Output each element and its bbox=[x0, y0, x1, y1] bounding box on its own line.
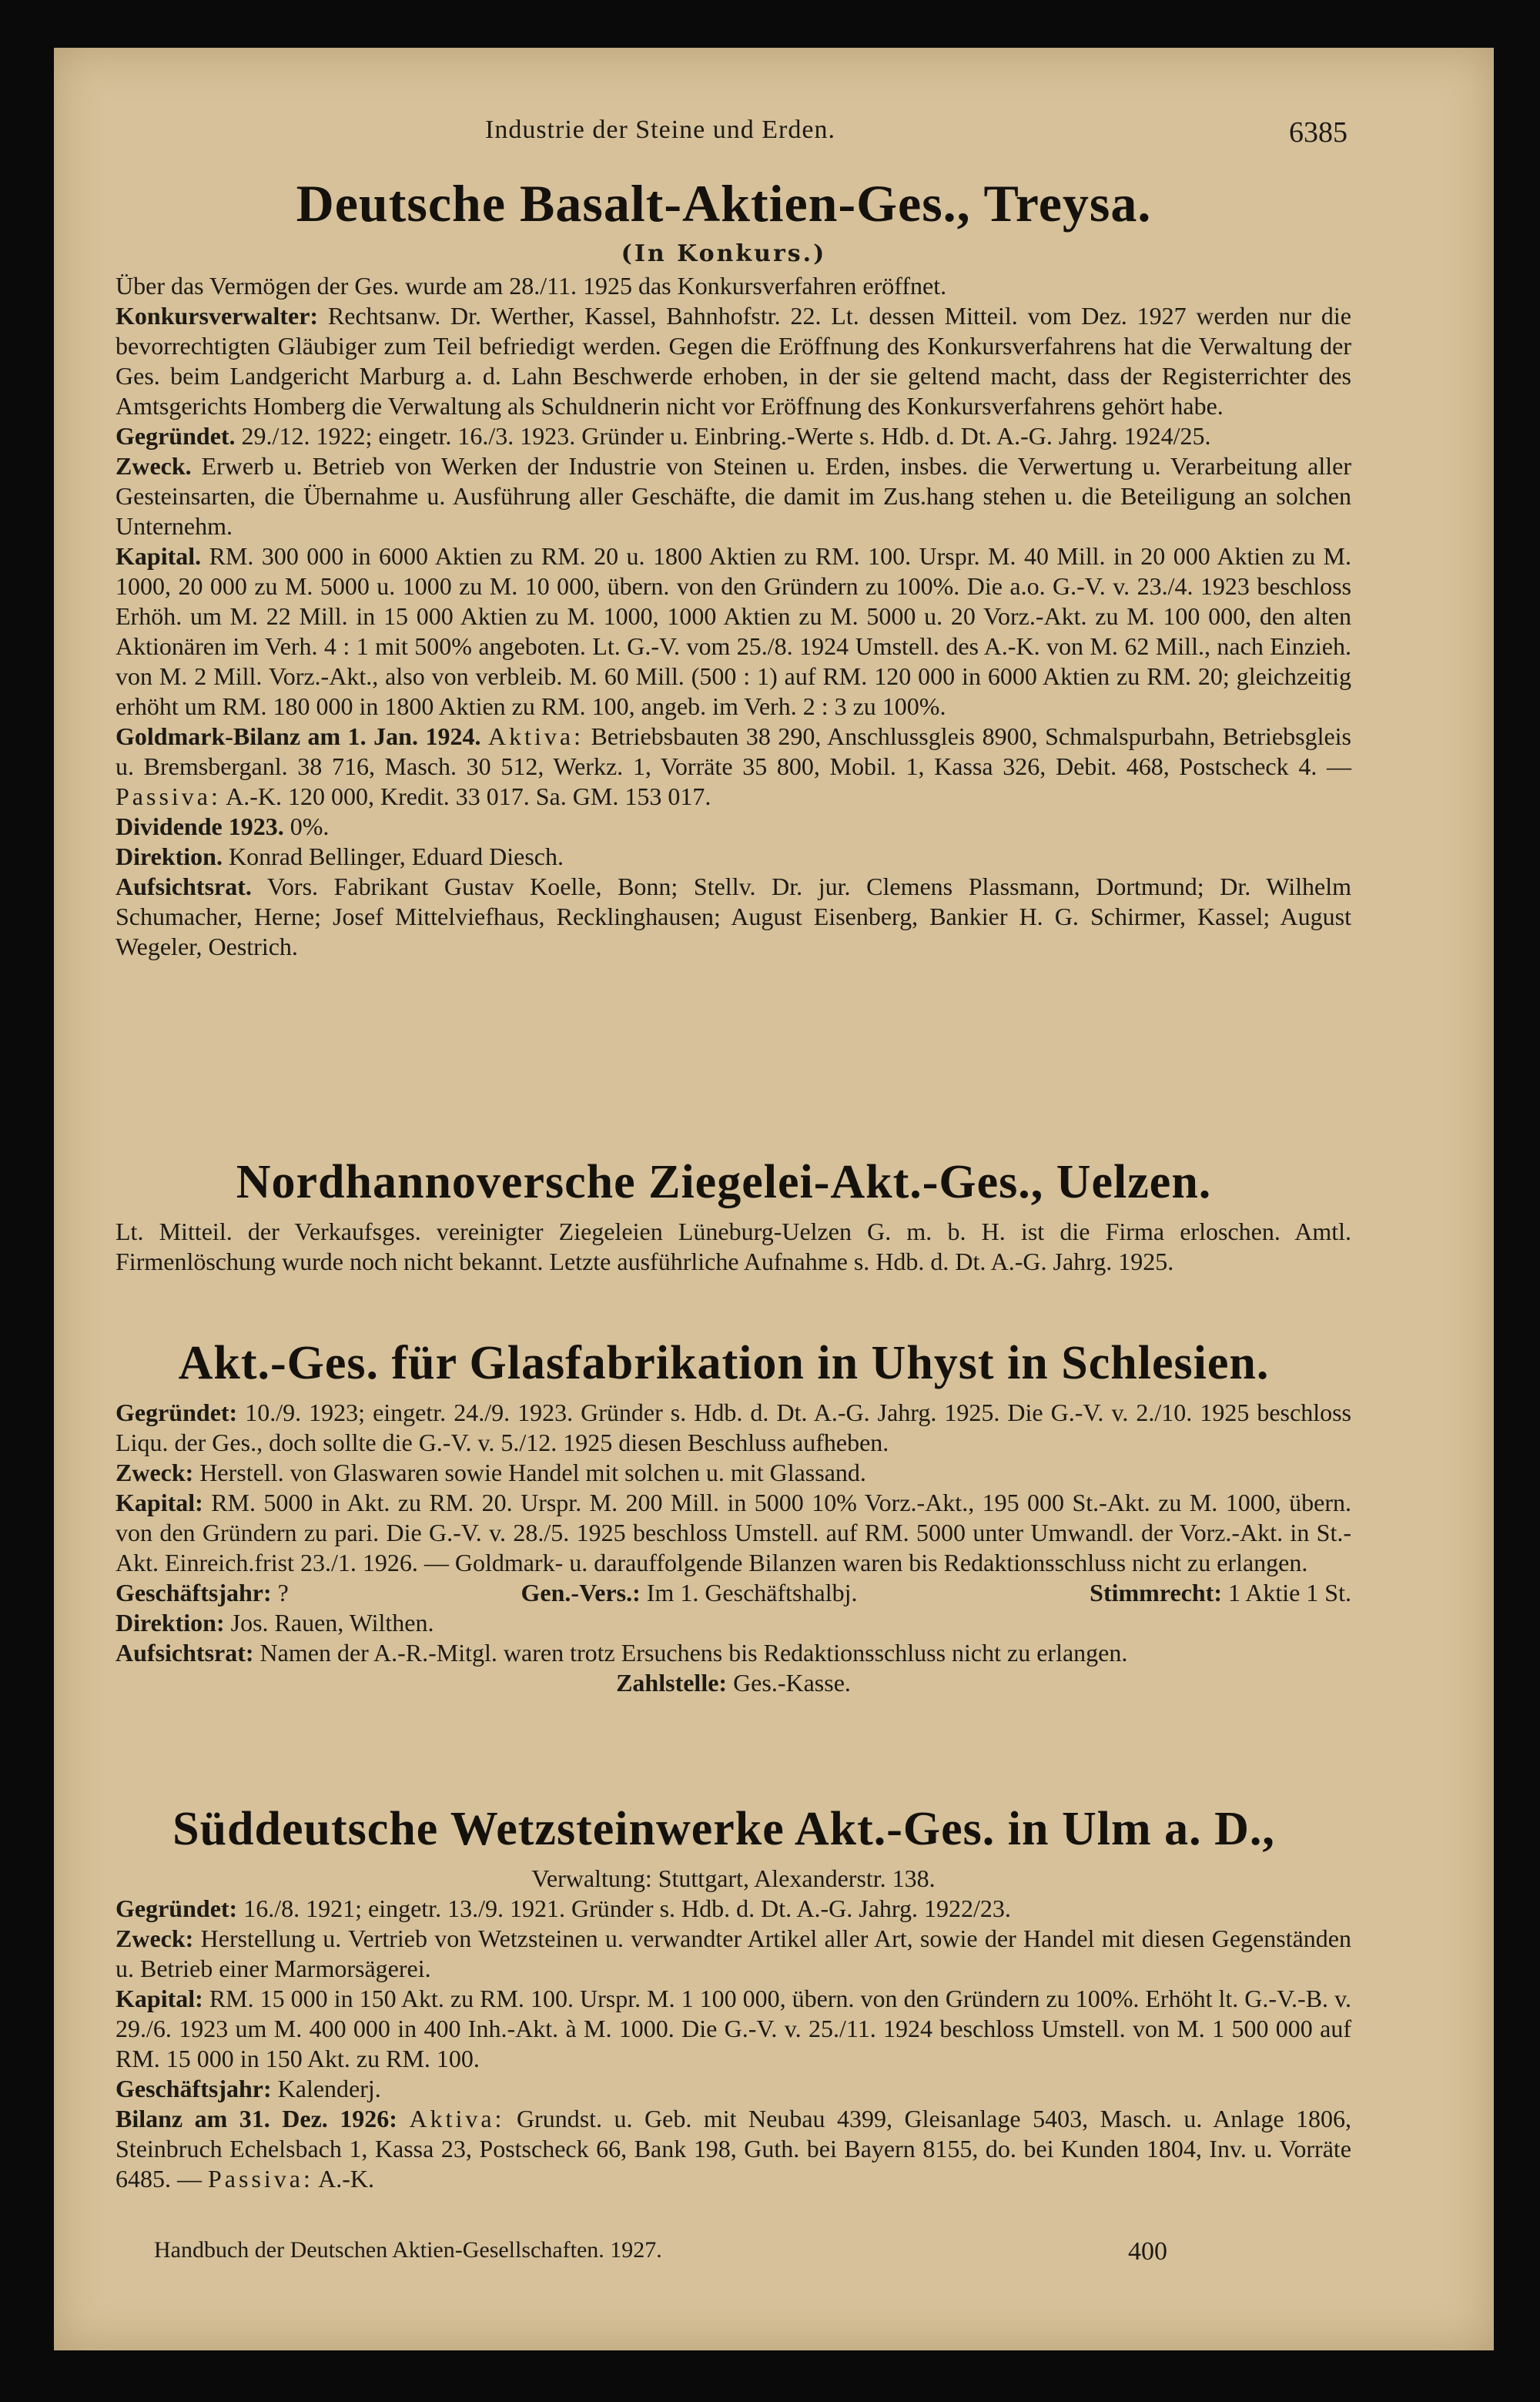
section1-aktiva-label: Aktiva: bbox=[487, 722, 584, 750]
section3-gegruendet bbox=[116, 1398, 1351, 1458]
section1-title: Deutsche Basalt-Aktien-Ges., Treysa. bbox=[296, 174, 1152, 233]
section1-bilanz-label: Goldmark-Bilanz am 1. Jan. 1924. bbox=[116, 722, 481, 750]
section4-kapital-label: Kapital: bbox=[116, 1985, 203, 2012]
section1-direktion bbox=[116, 842, 1351, 872]
section4-zweck bbox=[116, 1924, 1351, 1984]
section3-zweck-text: Herstell. von Glaswaren sowie Handel mit solchen u. mit Glassand. bbox=[199, 1459, 866, 1486]
section1-passiva-label: Passiva: bbox=[116, 782, 221, 810]
section4-geschaeftsjahr bbox=[116, 2074, 1351, 2104]
section3-genvers-text: Im 1. Geschäftshalbj. bbox=[646, 1579, 858, 1606]
section1-gegruendet bbox=[116, 421, 1351, 451]
section4-passiva-text: A.-K. bbox=[318, 2165, 374, 2193]
section4-verwaltung: Verwaltung: Stuttgart, Alexanderstr. 138. bbox=[531, 1864, 936, 1892]
section1-konkurs bbox=[116, 301, 1351, 421]
section1-body bbox=[116, 271, 1351, 962]
footer-page-number: 400 bbox=[1128, 2237, 1167, 2266]
section2-body bbox=[116, 1217, 1351, 1277]
section3-zweck bbox=[116, 1458, 1351, 1488]
section3-aufsichtsrat-text: Namen der A.-R.-Mitgl. waren trotz Ersuchens bis Redaktionsschluss nicht zu erlangen. bbox=[259, 1639, 1128, 1667]
section3-kapital-text: RM. 5000 in Akt. zu RM. 20. Urspr. M. 200 Mill. in 5000 10% Vorz.-Akt., 195 000 St.-Akt. zu M. 1000, übern. von den Gründern zu pari. Die G.-V. v. 28./5. 1925 beschloss Umstell. auf RM. 5000 unter Umwandl. der Vorz.-Akt. in St.-Akt. Einreich.frist 23./1. 1926. — Goldmark- u. darauffolgende Bilanzen waren bis Redaktionsschluss nicht zu erlangen. bbox=[116, 1489, 1351, 1576]
section3-zweck-label: Zweck: bbox=[116, 1459, 194, 1486]
section4-title: Süddeutsche Wetzsteinwerke Akt.-Ges. in Ulm a. D., bbox=[172, 1803, 1275, 1855]
section3-genvers-label: Gen.-Vers.: bbox=[521, 1579, 641, 1606]
section4-gegruendet-label: Gegründet: bbox=[116, 1894, 238, 1922]
section4-aktiva-text: Grundst. u. Geb. mit Neubau 4399, Gleisanlage 5403, Masch. u. Anlage 1806, Steinbruch Echelsbach 1, Kassa 23, Postscheck 66, Bank 198, Guth. bei Bayern 8155, do. bei Kunden 1804, Inv. u. Vorräte 6485. — bbox=[116, 2105, 1352, 2193]
section3-stimmrecht-label: Stimmrecht: bbox=[1090, 1579, 1222, 1606]
section1-kapital-label: Kapital. bbox=[116, 542, 202, 570]
section1-konkurs-text: Rechtsanw. Dr. Werther, Kassel, Bahnhofstr. 22. Lt. dessen Mitteil. vom Dez. 1927 werden nur die bevorrechtigten Gläubiger zum Teil befriedigt werden. Gegen die Eröffnung des Konkursverfahrens hat die Verwaltung der Ges. beim Landgericht Marburg a. d. Lahn Beschwerde erhoben, in der sie geltend macht, dass der Registerrichter des Amtsgerichts Homberg die Verwaltung als Schuldnerin nicht vor Eröffnung des Konkursverfahrens gehört habe. bbox=[116, 302, 1352, 420]
section4-zweck-label: Zweck: bbox=[116, 1925, 194, 1952]
section1-intro: Über das Vermögen der Ges. wurde am 28./11. 1925 das Konkursverfahren eröffnet. bbox=[116, 272, 947, 300]
section2-text: Lt. Mitteil. der Verkaufsges. vereinigter Ziegeleien Lüneburg-Uelzen G. m. b. H. ist die Firma erloschen. Amtl. Firmenlöschung wurde noch nicht bekannt. Letzte ausführliche Aufnahme s. Hdb. d. Dt. A.-G. Jahrg. 1925. bbox=[116, 1218, 1351, 1275]
section1-kapital bbox=[116, 541, 1351, 722]
section3-gegruendet-label: Gegründet: bbox=[116, 1399, 238, 1426]
section3-stimmrecht-text: 1 Aktie 1 St. bbox=[1227, 1579, 1351, 1606]
section3-kapital-label: Kapital: bbox=[116, 1489, 203, 1516]
section4-geschaeftsjahr-text: Kalenderj. bbox=[277, 2075, 381, 2102]
section3-zahlstelle bbox=[116, 1668, 1351, 1698]
section1-gegruendet-label: Gegründet. bbox=[116, 422, 236, 450]
section1-subtitle: (In Konkurs.) bbox=[621, 240, 827, 267]
section3-body bbox=[116, 1398, 1351, 1698]
section4-passiva-label: Passiva: bbox=[208, 2165, 313, 2193]
section4-bilanz-label: Bilanz am 31. Dez. 1926: bbox=[116, 2105, 397, 2132]
section1-passiva-text: A.-K. 120 000, Kredit. 33 017. Sa. GM. 153 017. bbox=[226, 782, 711, 810]
section3-direktion-text: Jos. Rauen, Wilthen. bbox=[230, 1609, 434, 1637]
footer-text: Handbuch der Deutschen Aktien-Gesellschaften. 1927. bbox=[154, 2237, 662, 2263]
running-header bbox=[100, 116, 1348, 149]
section1-aufsichtsrat-label: Aufsichtsrat. bbox=[116, 873, 252, 900]
section1-dividende-label: Dividende 1923. bbox=[116, 812, 284, 840]
section1-kapital-text: RM. 300 000 in 6000 Aktien zu RM. 20 u. 1800 Aktien zu RM. 100. Urspr. M. 40 Mill. in 20 000 Aktien zu M. 1000, 20 000 zu M. 5000 u. 1000 zu M. 10 000, übern. von den Gründern zu 100%. Die a.o. G.-V. v. 23./4. 1923 beschloss Erhöh. um M. 22 Mill. in 15 000 Aktien zu M. 1000, 1000 Aktien zu M. 5000 u. 20 Vorz.-Akt. zu M. 100 000, den alten Aktionären im Verh. 4 : 1 mit 500% angeboten. Lt. G.-V. vom 25./8. 1924 Umstell. des A.-K. von M. 62 Mill., nach Einzieh. von M. 2 Mill. Vorz.-Akt., also von verbleib. M. 60 Mill. (500 : 1) auf RM. 120 000 in 6000 Aktien zu RM. 20; gleichzeitig erhöht um RM. 180 000 in 1800 Aktien zu RM. 100, angeb. im Verh. 2 : 3 zu 100%. bbox=[116, 542, 1352, 720]
section3-aufsichtsrat-label: Aufsichtsrat: bbox=[116, 1639, 254, 1667]
section1-aufsichtsrat bbox=[116, 872, 1351, 962]
section3-genvers bbox=[521, 1578, 858, 1608]
section3-aufsichtsrat bbox=[116, 1638, 1351, 1668]
section1-zweck-label: Zweck. bbox=[116, 452, 192, 480]
running-header-page-number: 6385 bbox=[1289, 116, 1348, 149]
page-footer bbox=[154, 2237, 1232, 2266]
running-header-title: Industrie der Steine und Erden. bbox=[485, 116, 835, 144]
section4-aktiva-label: Aktiva: bbox=[409, 2105, 505, 2132]
section3-meta-row bbox=[116, 1578, 1351, 1608]
section4-body bbox=[116, 1864, 1351, 2194]
section1-direktion-label: Direktion. bbox=[116, 843, 223, 870]
section3-geschaeftsjahr-label: Geschäftsjahr: bbox=[116, 1579, 272, 1606]
section4-gegruendet bbox=[116, 1894, 1351, 1924]
section1-zweck-text: Erwerb u. Betrieb von Werken der Industrie von Steinen u. Erden, insbes. die Verwertung u. Verarbeitung aller Gesteinsarten, die Übernahme u. Ausführung aller Geschäfte, die damit im Zus.hang stehen u. die Beteiligung an solchen Unternehm. bbox=[116, 452, 1352, 540]
section1-aufsichtsrat-text: Vors. Fabrikant Gustav Koelle, Bonn; Stellv. Dr. jur. Clemens Plassmann, Dortmund; Dr. Wilhelm Schumacher, Herne; Josef Mittelviefhaus, Recklinghausen; August Eisenberg, Bankier H. G. Schirmer, Kassel; August Wegeler, Oestrich. bbox=[116, 873, 1352, 960]
section1-zweck bbox=[116, 451, 1351, 541]
section4-zweck-text: Herstellung u. Vertrieb von Wetzsteinen u. verwandter Artikel aller Art, sowie der Handel mit diesen Gegenständen u. Betrieb einer Marmorsägerei. bbox=[116, 1925, 1352, 1982]
section1-dividende bbox=[116, 812, 1351, 842]
section3-gegruendet-text: 10./9. 1923; eingetr. 24./9. 1923. Gründer s. Hdb. d. Dt. A.-G. Jahrg. 1925. Die G.-V. v. 2./10. 1925 beschloss Liqu. der Ges., doch sollte die G.-V. v. 5./12. 1925 diesen Beschluss aufheben. bbox=[116, 1399, 1351, 1456]
section3-geschaeftsjahr bbox=[116, 1578, 289, 1608]
section3-direktion bbox=[116, 1608, 1351, 1638]
section3-title: Akt.-Ges. für Glasfabrikation in Uhyst in Schlesien. bbox=[178, 1337, 1270, 1389]
section1-aktiva-text: Betriebsbauten 38 290, Anschlussgleis 8900, Schmalspurbahn, Betriebsgleis u. Bremsberganl. 38 716, Masch. 30 512, Werkz. 1, Vorräte 35 800, Mobil. 1, Kassa 326, Debit. 468, Postscheck 4. — bbox=[116, 722, 1351, 780]
section3-kapital bbox=[116, 1488, 1351, 1578]
section4-kapital bbox=[116, 1984, 1351, 2074]
section1-konkurs-label: Konkursverwalter: bbox=[116, 302, 319, 330]
section3-zahlstelle-label: Zahlstelle: bbox=[616, 1669, 728, 1697]
section1-bilanz bbox=[116, 722, 1351, 812]
section4-bilanz bbox=[116, 2104, 1351, 2194]
section3-zahlstelle-text: Ges.-Kasse. bbox=[733, 1669, 851, 1697]
section1-dividende-text: 0%. bbox=[290, 812, 330, 840]
section1-gegruendet-text: 29./12. 1922; eingetr. 16./3. 1923. Gründer u. Einbring.-Werte s. Hdb. d. Dt. A.-G. Jahrg. 1924/25. bbox=[241, 422, 1211, 450]
section4-geschaeftsjahr-label: Geschäftsjahr: bbox=[116, 2075, 272, 2102]
section3-stimmrecht bbox=[1090, 1578, 1351, 1608]
section3-direktion-label: Direktion: bbox=[116, 1609, 225, 1637]
section4-kapital-text: RM. 15 000 in 150 Akt. zu RM. 100. Urspr. M. 1 100 000, übern. von den Gründern zu 100%. Erhöht lt. G.-V.-B. v. 29./6. 1923 um M. 400 000 in 400 Inh.-Akt. à M. 1000. Die G.-V. v. 25./11. 1924 beschloss Umstell. von M. 1 500 000 auf RM. 15 000 in 150 Akt. zu RM. 100. bbox=[116, 1985, 1352, 2072]
section1-direktion-text: Konrad Bellinger, Eduard Diesch. bbox=[228, 843, 564, 870]
section3-geschaeftsjahr-text: ? bbox=[277, 1579, 289, 1606]
section4-gegruendet-text: 16./8. 1921; eingetr. 13./9. 1921. Gründer s. Hdb. d. Dt. A.-G. Jahrg. 1922/23. bbox=[243, 1894, 1011, 1922]
section2-title: Nordhannoversche Ziegelei-Akt.-Ges., Uelzen. bbox=[236, 1156, 1212, 1208]
